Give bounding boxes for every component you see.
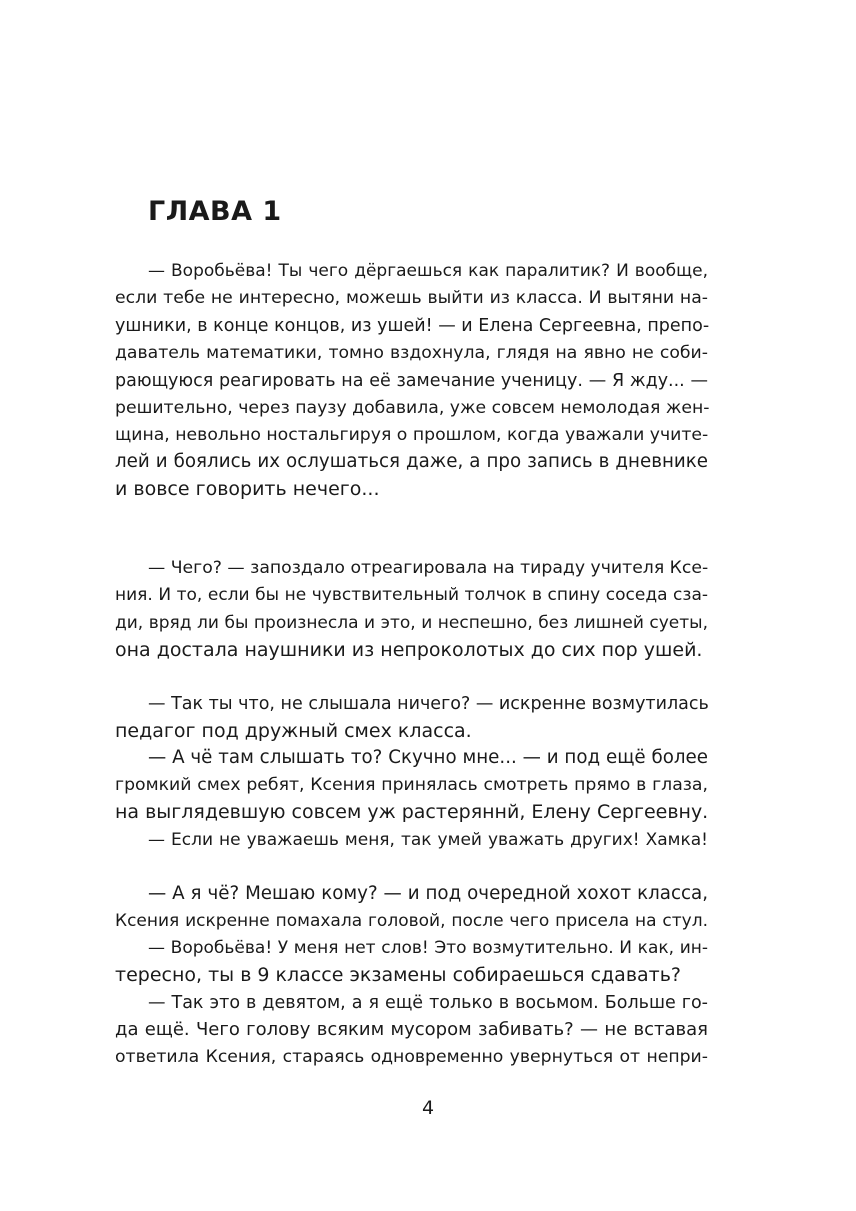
text-line: рающуюся реагировать на её замечание ученицу. — Я жду... — [115,371,708,391]
text-line: если тебе не интересно, можешь выйти из класса. И вытяни на- [115,288,708,308]
text-line: ответила Ксения, стараясь одновременно увернуться от непри- [115,1047,708,1067]
text-line: решительно, через паузу добавила, уже совсем немолодая жен- [115,398,710,418]
chapter-title: ГЛАВА 1 [148,196,282,227]
text-line: лей и боялись их ослушаться даже, а про запись в дневнике [115,451,708,472]
text-line: — Воробьёва! Ты чего дёргаешься как паралитик? И вообще, [148,261,708,281]
text-line: — А чё там слышать то? Скучно мне... — и под ещё более [148,747,708,768]
text-line: на выглядевшую совсем уж растеряннй, Елену Сергеевну. [115,801,709,823]
text-line: и вовсе говорить нечего... [115,478,380,500]
text-line: тересно, ты в 9 классе экзамены собираешься сдавать? [115,964,682,986]
text-line: даватель математики, томно вздохнула, глядя на явно не соби- [115,343,708,363]
text-line: педагог под дружный смех класса. [115,720,472,742]
text-line: ушники, в конце концов, из ушей! — и Елена Сергеевна, препо- [115,316,710,336]
text-line: — Воробьёва! У меня нет слов! Это возмутительно. И как, ин- [148,938,708,958]
text-line: — Чего? — запоздало отреагировала на тираду учителя Ксе- [148,558,709,578]
text-line: — Так это в девятом, а я ещё только в восьмом. Больше го- [148,993,708,1013]
text-line: Ксения искренне помахала головой, после чего присела на стул. [115,911,708,931]
page-number: 4 [421,1097,435,1119]
text-line: — Если не уважаешь меня, так умей уважать других! Хамка! [148,830,708,850]
text-line: — А я чё? Мешаю кому? — и под очередной хохот класса, [148,883,708,904]
text-line: щина, невольно ностальгируя о прошлом, когда уважали учите- [115,425,709,445]
text-line: ния. И то, если бы не чувствительный толчок в спину соседа сза- [115,585,708,605]
text-line: ди, вряд ли бы произнесла и это, и неспешно, без лишней суеты, [115,613,708,633]
text-line: она достала наушники из непроколотых до сих пор ушей. [115,639,703,661]
text-line: громкий смех ребят, Ксения принялась смотреть прямо в глаза, [115,775,708,795]
text-line: да ещё. Чего голову всяким мусором забивать? — не вставая [115,1019,708,1040]
text-line: — Так ты что, не слышала ничего? — искренне возмутилась [148,694,709,714]
